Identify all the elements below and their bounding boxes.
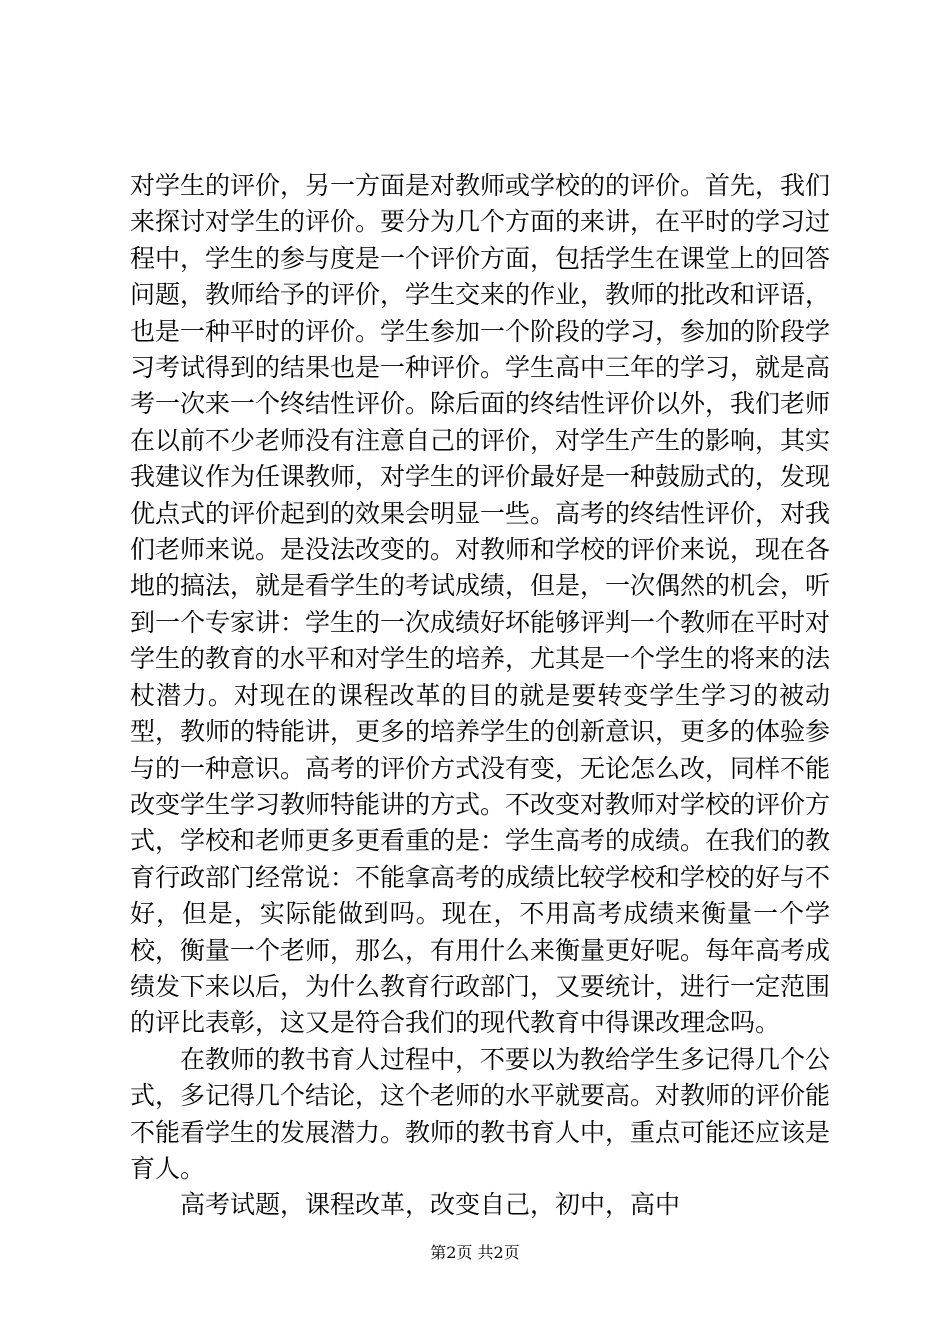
paragraph-teacher-education: 在教师的教书育人过程中，不要以为教给学生多记得几个公式，多记得几个结论，这个老师的水平就要高。对教师的评价能不能看学生的发展潜力。教师的教书育人中，重点可能还应该是育人。: [130, 1044, 831, 1183]
keywords-line: 高考试题，课程改革，改变自己，初中，高中: [180, 1190, 681, 1220]
page-footer: 第2页 共2页: [430, 1243, 520, 1262]
document-body: [130, 168, 830, 1224]
paragraph-continued: 对学生的评价，另一方面是对教师或学校的的评价。首先，我们来探讨对学生的评价。要分为几个方面的来讲，在平时的学习过程中，学生的参与度是一个评价方面，包括学生在课堂上的回答问题，教师给予的评价，学生交来的作业，教师的批改和评语，也是一种平时的评价。学生参加一个阶段的学习，参加的阶段学习考试得到的结果也是一种评价。学生高中三年的学习，就是高考一次来一个终结性评价。除后面的终结性评价以外，我们老师在以前不少老师没有注意自己的评价，对学生产生的影响，其实我建议作为任课教师，对学生的评价最好是一种鼓励式的，发现优点式的评价起到的效果会明显一些。高考的终结性评价，对我们老师来说。是没法改变的。对教师和学校的评价来说，现在各地的搞法，就是看学生的考试成绩，但是，一次偶然的机会，听到一个专家讲：学生的一次成绩好坏能够评判一个教师在平时对学生的教育的水平和对学生的培养，尤其是一个学生的将来的法杖潜力。对现在的课程改革的目的就是要转变学生学习的被动型，教师的特能讲，更多的培养学生的创新意识，更多的体验参与的一种意识。高考的评价方式没有变，无论怎么改，同样不能改变学生学习教师特能讲的方式。不改变对教师对学校的评价方式，学校和老师更多更看重的是：学生高考的成绩。在我们的教育行政部门经常说：不能拿高考的成绩比较学校和学校的好与不好，但是，实际能做到吗。现在，不用高考成绩来衡量一个学校，衡量一个老师，那么，有用什么来衡量更好呢。每年高考成绩发下来以后，为什么教育行政部门，又要统计，进行一定范围的评比表彰，这又是符合我们的现代教育中得课改理念吗。: [130, 171, 831, 1038]
